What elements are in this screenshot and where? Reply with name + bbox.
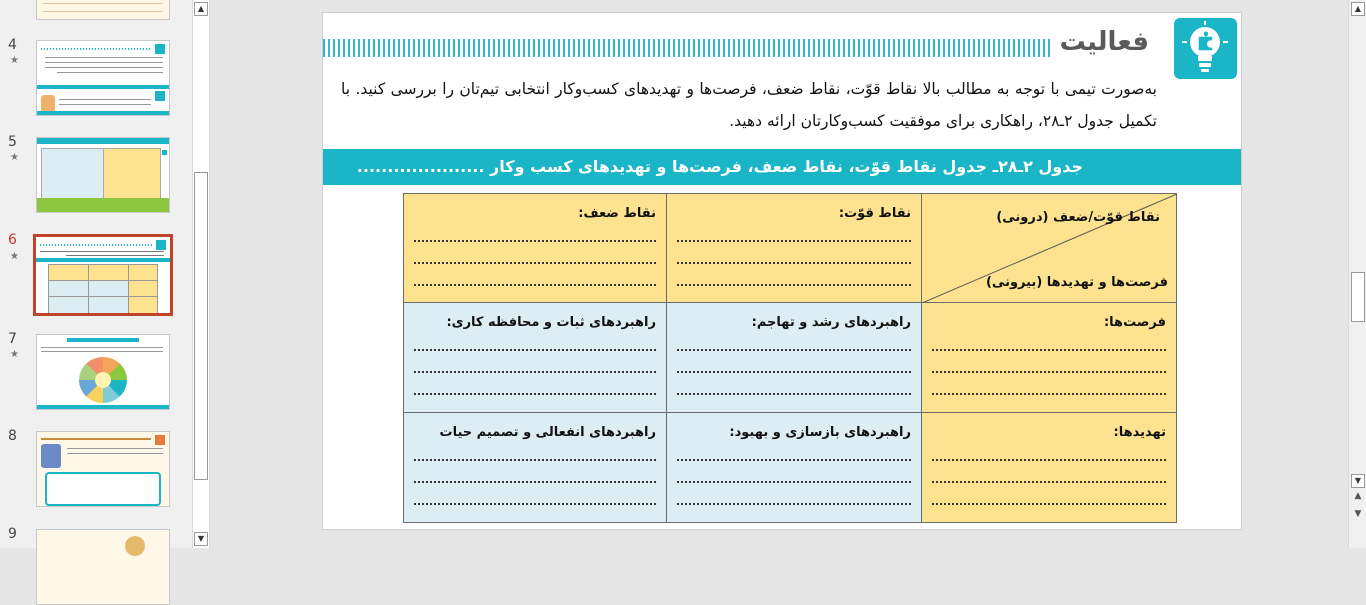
growth-strategies-label: راهبردهای رشد و تهاجم: [751, 315, 911, 330]
lightbulb-puzzle-icon [1174, 18, 1237, 79]
next-slide-button[interactable] [1351, 510, 1365, 526]
slide-number-4: 4 [8, 37, 17, 53]
passive-strategies-label: راهبردهای انفعالی و تصمیم حیات [439, 425, 656, 440]
arrow-up-icon: ▲ [197, 4, 205, 13]
arrow-down-icon: ▼ [197, 534, 205, 543]
threats-label: تهدیدها: [1113, 425, 1166, 440]
arrow-up-icon: ▲ [1354, 4, 1362, 13]
slide-thumbnail-5[interactable] [36, 137, 170, 213]
stability-strategies-label: راهبردهای ثبات و محافظه کاری: [446, 315, 656, 330]
restructure-strategies-label: راهبردهای بازسازی و بهبود: [729, 425, 911, 440]
weaknesses-cell[interactable] [404, 194, 667, 303]
opportunities-label: فرصت‌ها: [1103, 315, 1166, 330]
slide-number-6: 6 [8, 232, 17, 248]
restructure-strategies-cell[interactable] [667, 413, 922, 523]
diagonal-header-cell [922, 194, 1177, 303]
double-down-icon: ▼ [1354, 509, 1362, 519]
slide-number-9: 9 [8, 526, 17, 542]
passive-strategies-cell[interactable] [404, 413, 667, 523]
strengths-cell[interactable] [667, 194, 922, 303]
activity-title: فعالیت [1059, 27, 1149, 57]
table-row [404, 194, 1177, 303]
thumbnail-scrollbar[interactable] [192, 0, 210, 548]
slide-number-7: 7 [8, 331, 17, 347]
growth-strategies-cell[interactable] [667, 303, 922, 413]
strengths-label: نقاط قوّت: [838, 206, 911, 221]
slide-thumbnail-3[interactable] [36, 0, 170, 20]
double-up-icon: ▲ [1354, 491, 1362, 501]
internal-header: نقاط قوّت/ضعف (درونی) [996, 210, 1160, 225]
external-header: فرصت‌ها و تهدیدها (بیرونی) [985, 275, 1168, 290]
intro-paragraph: به‌صورت تیمی با توجه به مطالب بالا نقاط قوّت، نقاط ضعف، فرصت‌ها و تهدیدهای کسب‌وکار انتخابی تیم‌تان را بررسی کنید. با تکمیل جدول ۲ـ۲۸، راهکاری برای موفقیت کسب‌وکارتان ارائه دهید. [341, 80, 1157, 130]
slide-thumbnail-panel [0, 0, 192, 548]
weaknesses-label: نقاط ضعف: [578, 206, 656, 221]
editor-scrollbar[interactable] [1348, 0, 1366, 548]
animation-star-icon: ★ [10, 349, 19, 360]
table-caption: جدول ۲ـ۲۸ـ جدول نقاط قوّت، نقاط ضعف، فرصت‌ها و تهدیدهای کسب وکار ..................... [323, 149, 1242, 185]
table-row [404, 413, 1177, 523]
animation-star-icon: ★ [10, 251, 19, 262]
arrow-down-icon: ▼ [1354, 476, 1362, 485]
scrollbar-thumb[interactable] [1351, 272, 1365, 322]
swot-table [403, 193, 1177, 523]
header-stripe [323, 39, 1053, 57]
opportunities-cell[interactable] [922, 303, 1177, 413]
previous-slide-button[interactable] [1351, 492, 1365, 508]
slide-thumbnail-9[interactable] [36, 529, 170, 605]
slide-thumbnail-4[interactable] [36, 40, 170, 116]
stability-strategies-cell[interactable] [404, 303, 667, 413]
animation-star-icon: ★ [10, 55, 19, 66]
slide-number-5: 5 [8, 134, 17, 150]
slide-thumbnail-6-selected[interactable] [33, 234, 173, 316]
slide-editor-area [210, 0, 1348, 548]
scroll-down-button[interactable] [1351, 474, 1365, 488]
slide-thumbnail-7[interactable] [36, 334, 170, 410]
threats-cell[interactable] [922, 413, 1177, 523]
scroll-up-button[interactable] [1351, 2, 1365, 16]
scrollbar-thumb[interactable] [194, 172, 208, 480]
slide-thumbnail-8[interactable] [36, 431, 170, 507]
scroll-up-button[interactable] [194, 2, 208, 16]
animation-star-icon: ★ [10, 152, 19, 163]
table-row [404, 303, 1177, 413]
slide-number-8: 8 [8, 428, 17, 444]
scroll-down-button[interactable] [194, 532, 208, 546]
slide-canvas[interactable] [322, 12, 1242, 530]
